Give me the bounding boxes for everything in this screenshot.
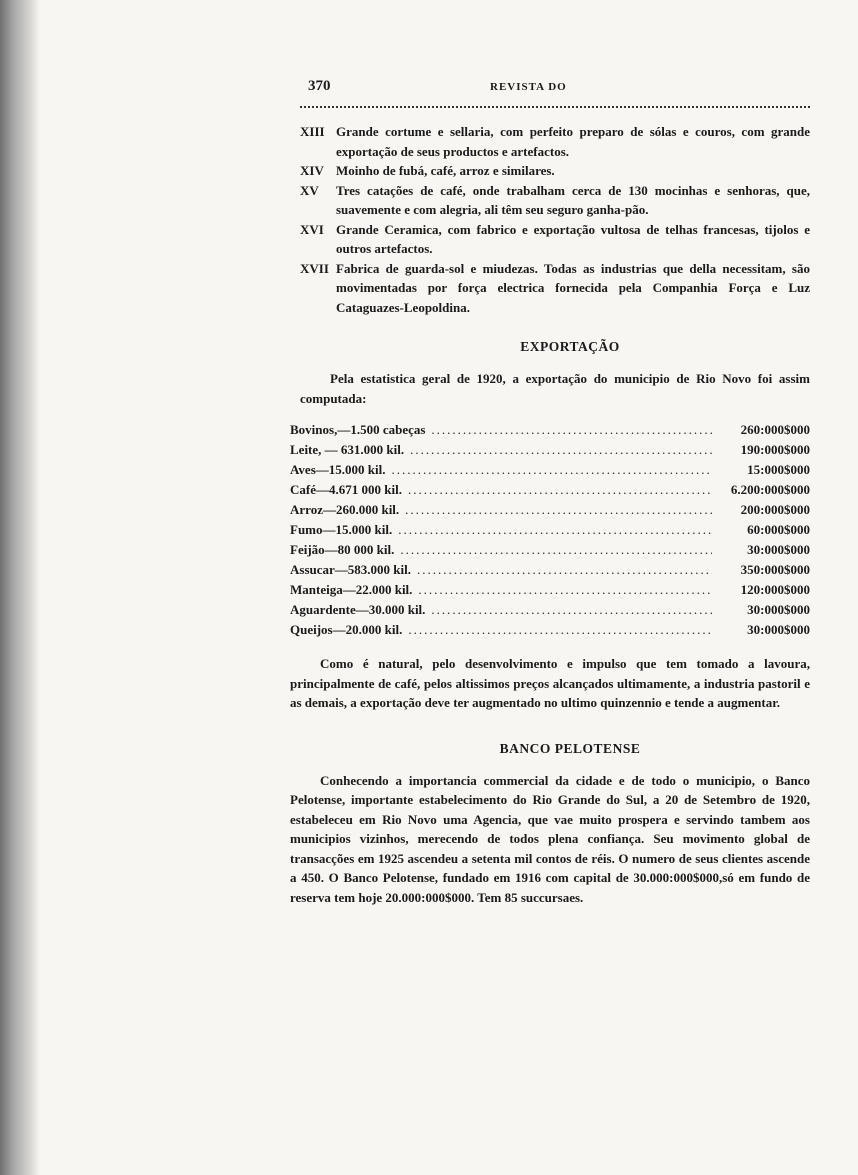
export-item-label: Aves—15.000 kil. [290, 462, 386, 477]
export-item-value: 120:000$000 [740, 582, 810, 597]
dot-leader [431, 422, 712, 438]
item-text: Moinho de fubá, café, arroz e similares. [336, 163, 555, 178]
table-row [290, 522, 810, 542]
item-text: Tres catações de café, onde trabalham cerca de 130 mocinhas e senhoras, que, suavemente e com alegria, ali têm seu seguro ganha-pão. [336, 182, 810, 217]
export-item-label: Assucar—583.000 kil. [290, 562, 411, 577]
dot-leader [417, 562, 712, 578]
item-numeral: XIII [300, 124, 325, 139]
export-section-title: EXPORTAÇÃO [520, 339, 620, 354]
export-item-value: 190:000$000 [740, 442, 810, 457]
export-item-value: 15:000$000 [747, 462, 810, 477]
item-text: Fabrica de guarda-sol e miudezas. Todas as industrias que della necessitam, são movimentadas por força electrica fornecida pela Companhia Força e Luz Cataguazes-Leopoldina. [336, 260, 810, 315]
table-row [290, 442, 810, 462]
dot-leader [398, 522, 712, 538]
running-head [290, 78, 810, 100]
export-item-value: 200:000$000 [740, 502, 810, 517]
industries-list [300, 122, 810, 317]
item-numeral: XVII [300, 260, 329, 276]
dot-leader [391, 462, 712, 478]
dot-leader [410, 442, 712, 458]
export-item-value: 6.200:000$000 [730, 482, 810, 497]
list-item [300, 259, 810, 318]
book-spine-shadow [0, 0, 40, 1175]
export-intro: Pela estatistica geral de 1920, a exportação do municipio de Rio Novo foi assim computada: [300, 371, 810, 406]
export-item-value: 30:000$000 [747, 542, 810, 557]
export-closing-paragraph: Como é natural, pelo desenvolvimento e impulso que tem tomado a lavoura, principalmente de café, pelos altissimos preços alcançados ultimamente, a industria pastoril e as demais, a exportação deve ter augmentado no ultimo quinzennio e tende a augmentar. [290, 656, 810, 710]
document-page [290, 78, 810, 907]
item-numeral: XVI [300, 221, 324, 237]
dot-leader [431, 602, 712, 618]
export-item-value: 260:000$000 [740, 422, 810, 437]
list-item [300, 161, 810, 181]
export-item-label: Queijos—20.000 kil. [290, 622, 403, 637]
export-item-label: Manteiga—22.000 kil. [290, 582, 413, 597]
table-row [290, 502, 810, 522]
dot-leader [405, 502, 712, 518]
export-item-value: 30:000$000 [747, 602, 810, 617]
export-item-label: Feijão—80 000 kil. [290, 542, 395, 557]
item-numeral: XIV [300, 163, 324, 178]
dot-leader [418, 582, 712, 598]
journal-title: REVISTA DO [490, 81, 567, 93]
export-item-label: Café—4.671 000 kil. [290, 482, 402, 497]
table-row [290, 542, 810, 562]
item-numeral: XV [300, 182, 319, 198]
list-item [300, 181, 810, 220]
export-table [290, 422, 810, 642]
export-item-label: Leite, — 631.000 kil. [290, 442, 405, 457]
item-text: Grande cortume e sellaria, com perfeito preparo de sólas e couros, com grande exportação de seus productos e artefactos. [336, 124, 810, 159]
list-item [300, 122, 810, 161]
table-row [290, 622, 810, 642]
table-row [290, 462, 810, 482]
page-number: 370 [308, 78, 331, 94]
list-item [300, 220, 810, 259]
dot-leader [408, 482, 712, 498]
export-item-value: 60:000$000 [747, 522, 810, 537]
header-rule [300, 106, 810, 108]
export-item-value: 30:000$000 [747, 622, 810, 637]
table-row [290, 422, 810, 442]
dot-leader [408, 622, 712, 638]
export-item-label: Arroz—260.000 kil. [290, 502, 400, 517]
export-item-label: Aguardente—30.000 kil. [290, 602, 426, 617]
table-row [290, 582, 810, 602]
item-text: Grande Ceramica, com fabrico e exportação vultosa de telhas francesas, tijolos e outros artefactos. [336, 221, 810, 256]
export-item-label: Bovinos,—1.500 cabeças [290, 422, 426, 437]
bank-paragraph: Conhecendo a importancia commercial da cidade e de todo o municipio, o Banco Pelotense, importante estabelecimento do Rio Grande do Sul, a 20 de Setembro de 1920, estabeleceu em Rio Novo uma Agencia, que vae muito prospera e servindo tambem aos municipios vizinhos, merecendo de todos plena confiança. Seu movimento global de transacções em 1925 ascendeu a setenta mil contos de réis. O numero de seus clientes ascende a 450. O Banco Pelotense, fundado em 1916 com capital de 30.000:000$000,só em fundo de reserva tem hoje 20.000:000$000. Tem 85 succursaes. [290, 772, 810, 905]
table-row [290, 602, 810, 622]
export-item-value: 350:000$000 [740, 562, 810, 577]
table-row [290, 562, 810, 582]
export-item-label: Fumo—15.000 kil. [290, 522, 393, 537]
dot-leader [400, 542, 712, 558]
table-row [290, 482, 810, 502]
bank-section-title: BANCO PELOTENSE [499, 740, 641, 756]
